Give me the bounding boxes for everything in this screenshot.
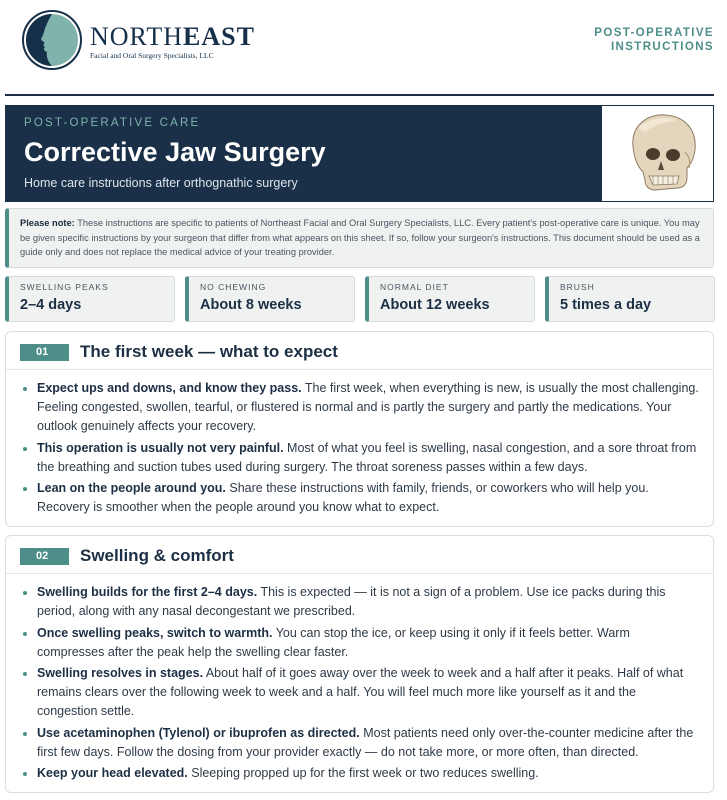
- list-item: Keep your head elevated. Sleeping propped up for the first week or two reduces swelling.: [6, 764, 713, 783]
- section-swelling-comfort: [5, 535, 714, 793]
- stat-label: NO CHEWING: [200, 282, 267, 292]
- list-item: Expect ups and downs, and know they pass. The first week, when everything is new, is usually the most challenging. Feeling congested, swollen, tearful, or flustered is normal and is partly the surgery and partly the medications. Your outlook genuinely affects your recovery.: [6, 379, 713, 436]
- page-header: [0, 0, 727, 96]
- section-list: [6, 379, 713, 520]
- document-label: POST-OPERATIVE INSTRUCTIONS: [594, 27, 714, 53]
- stat-label: SWELLING PEAKS: [20, 282, 109, 292]
- stat-value: About 8 weeks: [200, 297, 302, 313]
- stat-label: NORMAL DIET: [380, 282, 449, 292]
- note-label: Please note:: [20, 218, 75, 228]
- banner-kicker: POST-OPERATIVE CARE: [24, 117, 201, 129]
- section-number: 01: [20, 344, 69, 361]
- profile-silhouette-icon: [22, 10, 82, 70]
- section-header: [6, 332, 713, 370]
- section-title: The first week — what to expect: [80, 342, 338, 361]
- disclaimer-note: [5, 208, 714, 268]
- stat-label: BRUSH: [560, 282, 595, 292]
- section-list: [6, 583, 713, 786]
- brand-subtitle: Facial and Oral Surgery Specialists, LLC: [90, 51, 214, 60]
- list-item: Lean on the people around you. Share these instructions with family, friends, or coworkers who will help you. Recovery is smoother when the people around you know what to expect.: [6, 479, 713, 517]
- list-item: This operation is usually not very painful. Most of what you feel is swelling, nasal congestion, and a sore throat from the breathing and suction tubes used during surgery. The throat soreness passes within a few days.: [6, 439, 713, 477]
- banner-image: [603, 106, 713, 201]
- stat-value: 2–4 days: [20, 297, 82, 313]
- stat-normal-diet: [365, 276, 535, 322]
- section-first-week: [5, 331, 714, 527]
- section-number: 02: [20, 548, 69, 565]
- banner-panel: [6, 106, 602, 201]
- list-item: Use acetaminophen (Tylenol) or ibuprofen as directed. Most patients need only over-the-counter medicine after the first few days. Follow the dosing from your provider exactly — do not take more, or more often, than directed.: [6, 724, 713, 762]
- page-title: Corrective Jaw Surgery: [24, 137, 326, 167]
- page-subtitle: Home care instructions after orthognathic surgery: [24, 176, 298, 190]
- stat-value: 5 times a day: [560, 297, 652, 313]
- section-header: [6, 536, 713, 574]
- section-title: Swelling & comfort: [80, 546, 234, 565]
- list-item: Swelling builds for the first 2–4 days. This is expected — it is not a sign of a problem. Use ice packs during this period, along with any nasal decongestant we prescribed.: [6, 583, 713, 621]
- title-banner: [5, 105, 714, 202]
- header-divider: [5, 94, 714, 96]
- list-item: Once swelling peaks, switch to warmth. You can stop the ice, or keep using it only if it feels better. Warm compresses after the peak help the swelling clear faster.: [6, 624, 713, 662]
- skull-icon: [603, 106, 713, 201]
- stat-swelling-peaks: [5, 276, 175, 322]
- note-text: These instructions are specific to patients of Northeast Facial and Oral Surgery Specialists, LLC. Every patient's post-operative care is unique. You may be given specific instructions by your surgeon that differ from what appears on this sheet. If so, follow your surgeon's instructions. This document should be used as a guide only and does not replace the medical advice of your treating provider.: [20, 218, 700, 257]
- brand: [90, 24, 255, 60]
- stat-no-chewing: [185, 276, 355, 322]
- brand-name: NORTHEAST: [90, 22, 255, 51]
- stat-value: About 12 weeks: [380, 297, 490, 313]
- list-item: Swelling resolves in stages. About half of it goes away over the week to week and a half after it peaks. Half of what remains clears over the following week to week and a half. You will feel much more like yourself as it and the congestion settle.: [6, 664, 713, 721]
- stat-brush: [545, 276, 715, 322]
